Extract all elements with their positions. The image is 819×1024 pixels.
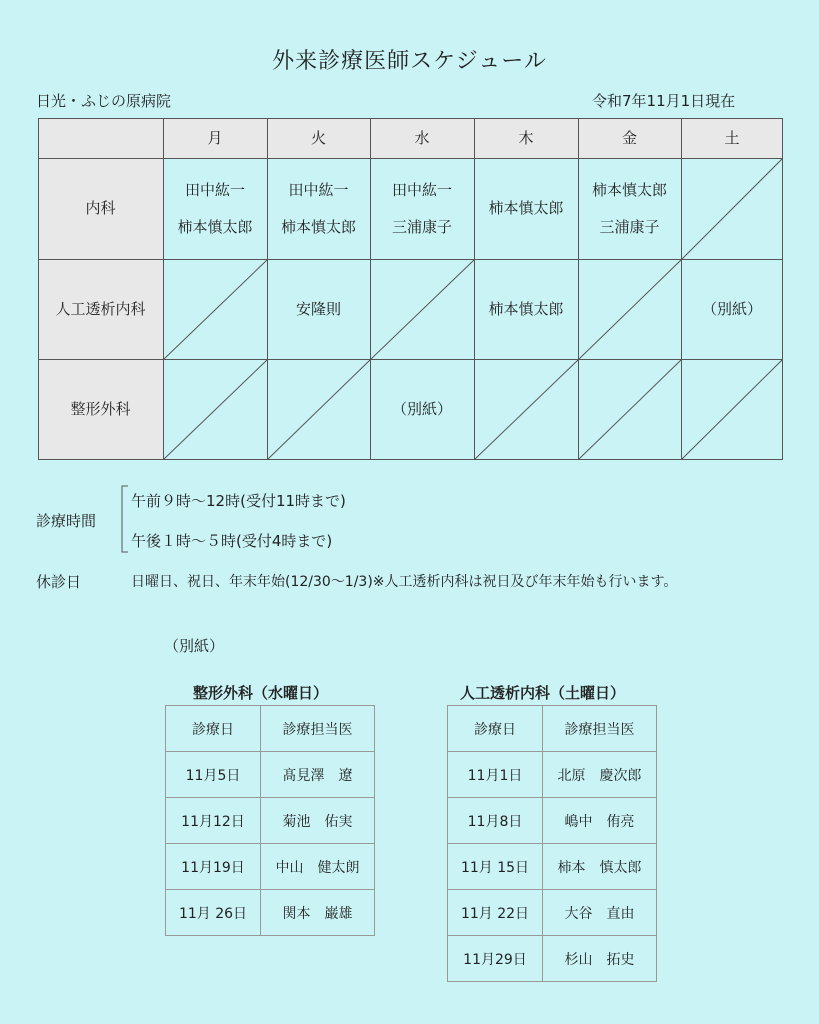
doctor-cell: 北原 慶次郎 <box>543 752 657 798</box>
table-row <box>448 752 657 798</box>
table-row <box>448 936 657 982</box>
doctor-cell: 菊池 佑実 <box>261 798 375 844</box>
table-grid <box>38 118 783 460</box>
hospital-name: 日光・ふじの原病院 <box>36 92 172 110</box>
doctor-cell: 大谷 直由 <box>543 890 657 936</box>
day-header-mon: 月 <box>163 118 267 158</box>
doctor-name: 田中紘一 <box>391 180 452 199</box>
date-cell: 11月5日 <box>166 752 261 798</box>
doctor-name: 三浦康子 <box>599 217 660 236</box>
page-title: 外来診療医師スケジュール <box>272 49 547 74</box>
table-border <box>39 119 783 460</box>
table-row <box>448 890 657 936</box>
table-row <box>166 890 375 936</box>
doctor-cell: 関本 巌雄 <box>261 890 375 936</box>
orthopedics-table <box>165 705 375 936</box>
date-cell: 11月1日 <box>448 752 543 798</box>
empty-cell-diagonal <box>682 360 783 460</box>
doctor-name: 田中紘一 <box>184 180 245 199</box>
holidays-label: 休診日 <box>36 573 82 591</box>
doctor-cell: 嶋中 侑亮 <box>543 798 657 844</box>
date-cell: 11月8日 <box>448 798 543 844</box>
dept-orthopedics: 整形外科 <box>38 359 163 460</box>
date-cell: 11月 15日 <box>448 844 543 890</box>
doctor-name: 柿本慎太郎 <box>177 217 253 236</box>
doctor-cell: 柿本 慎太郎 <box>543 844 657 890</box>
date-cell: 11月12日 <box>166 798 261 844</box>
date-cell: 11月 22日 <box>448 890 543 936</box>
doctor-name: 柿本慎太郎 <box>280 217 356 236</box>
dialysis-title: 人工透析内科（土曜日） <box>460 684 626 702</box>
column-header-doctor: 診療担当医 <box>261 706 375 752</box>
table-row <box>448 798 657 844</box>
table-row <box>166 752 375 798</box>
doctor-name: 田中紘一 <box>288 180 349 199</box>
see-annex-note: （別紙） <box>391 400 452 418</box>
hours-label: 診療時間 <box>36 512 97 530</box>
dept-internal-medicine: 内科 <box>38 158 163 259</box>
doctor-cell: 中山 健太朗 <box>261 844 375 890</box>
empty-cell-diagonal <box>371 260 475 360</box>
doctor-name: 安隆則 <box>295 299 341 318</box>
hours-morning: 午前９時～12時(受付11時まで) <box>131 492 346 510</box>
hours-afternoon: 午後１時～５時(受付4時まで) <box>131 532 333 550</box>
column-header-date: 診療日 <box>166 706 261 752</box>
table-row <box>448 844 657 890</box>
as-of-date: 令和7年11月1日現在 <box>592 92 736 110</box>
day-header-tue: 火 <box>267 118 370 158</box>
column-header-doctor: 診療担当医 <box>543 706 657 752</box>
schedule-table <box>38 118 783 460</box>
bracket-icon <box>121 485 129 553</box>
column-header-date: 診療日 <box>448 706 543 752</box>
day-header-wed: 水 <box>370 118 474 158</box>
table-header-row <box>166 706 375 752</box>
empty-cell-diagonal <box>579 360 682 460</box>
holidays-text: 日曜日、祝日、年末年始(12/30～1/3)※人工透析内科は祝日及び年末年始も行います。 <box>131 574 678 590</box>
table-row <box>166 844 375 890</box>
date-cell: 11月19日 <box>166 844 261 890</box>
see-annex-note: （別紙） <box>701 299 762 318</box>
dialysis-table <box>447 705 657 982</box>
doctor-name: 三浦康子 <box>391 217 452 236</box>
empty-cell-diagonal <box>579 260 682 360</box>
day-header-sat: 土 <box>681 118 783 158</box>
empty-cell-diagonal <box>268 360 371 460</box>
doctor-name: 柿本慎太郎 <box>488 299 564 318</box>
table-header-row <box>448 706 657 752</box>
doctor-name: 柿本慎太郎 <box>488 199 564 217</box>
day-header-thu: 木 <box>474 118 578 158</box>
empty-cell-diagonal <box>475 360 579 460</box>
doctor-cell: 髙見澤 遼 <box>261 752 375 798</box>
empty-cell-diagonal <box>164 360 268 460</box>
date-cell: 11月29日 <box>448 936 543 982</box>
annex-heading: （別紙） <box>164 637 225 655</box>
empty-cell-diagonal <box>682 159 783 260</box>
doctor-name: 柿本慎太郎 <box>591 180 667 199</box>
orthopedics-title: 整形外科（水曜日） <box>193 684 329 702</box>
day-header-fri: 金 <box>578 118 681 158</box>
doctor-cell: 杉山 拓史 <box>543 936 657 982</box>
table-row <box>166 798 375 844</box>
empty-cell-diagonal <box>164 260 268 360</box>
date-cell: 11月 26日 <box>166 890 261 936</box>
dept-dialysis: 人工透析内科 <box>38 259 163 359</box>
